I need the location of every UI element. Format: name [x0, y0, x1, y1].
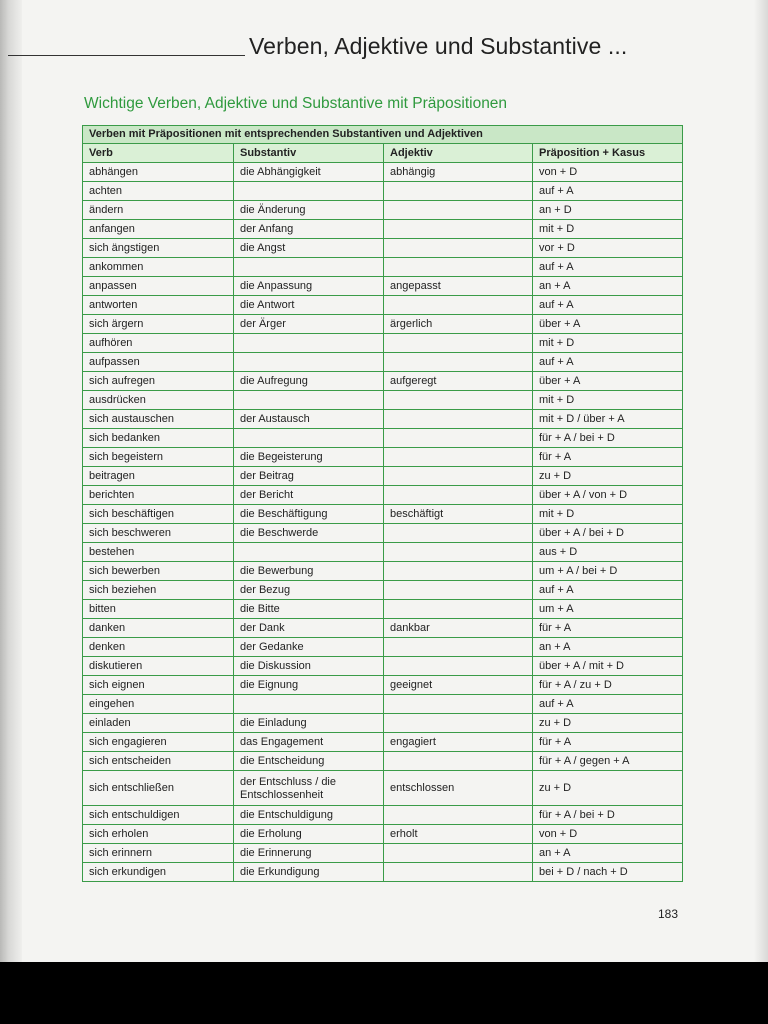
- praeposition-cell: um + A / bei + D: [533, 562, 683, 581]
- verb-cell: beitragen: [83, 467, 234, 486]
- adjektiv-cell: [384, 524, 533, 543]
- substantiv-cell: die Begeisterung: [234, 448, 384, 467]
- praeposition-cell: zu + D: [533, 714, 683, 733]
- table-row: [83, 391, 683, 410]
- verb-cell: ankommen: [83, 258, 234, 277]
- substantiv-cell: [234, 353, 384, 372]
- substantiv-cell: die Anpassung: [234, 277, 384, 296]
- praeposition-cell: auf + A: [533, 695, 683, 714]
- adjektiv-cell: [384, 334, 533, 353]
- verb-cell: berichten: [83, 486, 234, 505]
- adjektiv-cell: [384, 467, 533, 486]
- substantiv-cell: der Entschluss / die Entschlossenheit: [234, 771, 384, 806]
- praeposition-cell: an + A: [533, 638, 683, 657]
- verb-cell: sich bedanken: [83, 429, 234, 448]
- verb-cell: bestehen: [83, 543, 234, 562]
- adjektiv-cell: entschlossen: [384, 771, 533, 806]
- table-row: [83, 844, 683, 863]
- substantiv-cell: [234, 258, 384, 277]
- table-row: [83, 410, 683, 429]
- adjektiv-cell: [384, 201, 533, 220]
- adjektiv-cell: [384, 581, 533, 600]
- verb-cell: aufpassen: [83, 353, 234, 372]
- table-caption-row: [83, 126, 683, 144]
- table-row: [83, 258, 683, 277]
- praeposition-cell: von + D: [533, 163, 683, 182]
- table-row: [83, 315, 683, 334]
- verb-cell: denken: [83, 638, 234, 657]
- table-row: [83, 163, 683, 182]
- praeposition-cell: über + A / mit + D: [533, 657, 683, 676]
- praeposition-cell: mit + D: [533, 334, 683, 353]
- praeposition-cell: über + A / von + D: [533, 486, 683, 505]
- header-rule: [8, 55, 245, 56]
- adjektiv-cell: erholt: [384, 825, 533, 844]
- verb-cell: bitten: [83, 600, 234, 619]
- praeposition-cell: über + A: [533, 315, 683, 334]
- adjektiv-cell: [384, 258, 533, 277]
- adjektiv-cell: dankbar: [384, 619, 533, 638]
- table-caption: Verben mit Präpositionen mit entsprechenden Substantiven und Adjektiven: [83, 126, 683, 144]
- adjektiv-cell: [384, 486, 533, 505]
- verb-cell: diskutieren: [83, 657, 234, 676]
- adjektiv-cell: beschäftigt: [384, 505, 533, 524]
- table-row: [83, 239, 683, 258]
- praeposition-cell: auf + A: [533, 353, 683, 372]
- praeposition-cell: für + A: [533, 619, 683, 638]
- verb-cell: sich bewerben: [83, 562, 234, 581]
- adjektiv-cell: [384, 863, 533, 882]
- substantiv-cell: die Erholung: [234, 825, 384, 844]
- adjektiv-cell: [384, 391, 533, 410]
- praeposition-cell: für + A / zu + D: [533, 676, 683, 695]
- table-row: [83, 657, 683, 676]
- page-number: 183: [658, 907, 679, 921]
- table-row: [83, 600, 683, 619]
- table-row: [83, 448, 683, 467]
- adjektiv-cell: [384, 353, 533, 372]
- table-row: [83, 733, 683, 752]
- adjektiv-cell: [384, 844, 533, 863]
- table-row: [83, 695, 683, 714]
- table-row: [83, 524, 683, 543]
- adjektiv-cell: [384, 695, 533, 714]
- adjektiv-cell: ärgerlich: [384, 315, 533, 334]
- table-row: [83, 638, 683, 657]
- praeposition-cell: auf + A: [533, 581, 683, 600]
- column-header-substantiv: Substantiv: [234, 144, 384, 163]
- praeposition-cell: für + A: [533, 448, 683, 467]
- table-row: [83, 429, 683, 448]
- table-row: [83, 353, 683, 372]
- table-row: [83, 676, 683, 695]
- adjektiv-cell: engagiert: [384, 733, 533, 752]
- substantiv-cell: die Bitte: [234, 600, 384, 619]
- table-header-row: [83, 144, 683, 163]
- praeposition-cell: auf + A: [533, 258, 683, 277]
- table-row: [83, 714, 683, 733]
- verb-cell: sich austauschen: [83, 410, 234, 429]
- praeposition-cell: für + A: [533, 733, 683, 752]
- table-row: [83, 220, 683, 239]
- substantiv-cell: die Diskussion: [234, 657, 384, 676]
- table-row: [83, 201, 683, 220]
- adjektiv-cell: [384, 714, 533, 733]
- substantiv-cell: das Engagement: [234, 733, 384, 752]
- adjektiv-cell: [384, 410, 533, 429]
- substantiv-cell: der Bericht: [234, 486, 384, 505]
- adjektiv-cell: abhängig: [384, 163, 533, 182]
- adjektiv-cell: [384, 638, 533, 657]
- praeposition-cell: vor + D: [533, 239, 683, 258]
- adjektiv-cell: [384, 448, 533, 467]
- page-spine-shadow: [0, 0, 22, 962]
- substantiv-cell: die Abhängigkeit: [234, 163, 384, 182]
- verb-cell: sich beschäftigen: [83, 505, 234, 524]
- vocabulary-table: [82, 125, 683, 882]
- verb-cell: anpassen: [83, 277, 234, 296]
- column-header-adjektiv: Adjektiv: [384, 144, 533, 163]
- praeposition-cell: um + A: [533, 600, 683, 619]
- adjektiv-cell: [384, 657, 533, 676]
- table-row: [83, 806, 683, 825]
- substantiv-cell: die Entschuldigung: [234, 806, 384, 825]
- substantiv-cell: die Änderung: [234, 201, 384, 220]
- adjektiv-cell: [384, 220, 533, 239]
- substantiv-cell: die Angst: [234, 239, 384, 258]
- adjektiv-cell: [384, 239, 533, 258]
- praeposition-cell: mit + D: [533, 391, 683, 410]
- verb-cell: antworten: [83, 296, 234, 315]
- verb-cell: sich begeistern: [83, 448, 234, 467]
- substantiv-cell: die Beschwerde: [234, 524, 384, 543]
- table-row: [83, 752, 683, 771]
- table-body: [83, 163, 683, 882]
- table-row: [83, 562, 683, 581]
- praeposition-cell: bei + D / nach + D: [533, 863, 683, 882]
- section-title: Wichtige Verben, Adjektive und Substantive mit Präpositionen: [84, 95, 508, 112]
- substantiv-cell: der Bezug: [234, 581, 384, 600]
- table-row: [83, 619, 683, 638]
- substantiv-cell: die Entscheidung: [234, 752, 384, 771]
- substantiv-cell: [234, 182, 384, 201]
- adjektiv-cell: [384, 429, 533, 448]
- substantiv-cell: die Beschäftigung: [234, 505, 384, 524]
- substantiv-cell: die Aufregung: [234, 372, 384, 391]
- page-edge-shadow: [754, 0, 768, 962]
- praeposition-cell: über + A / bei + D: [533, 524, 683, 543]
- praeposition-cell: für + A / gegen + A: [533, 752, 683, 771]
- table-row: [83, 334, 683, 353]
- praeposition-cell: an + D: [533, 201, 683, 220]
- praeposition-cell: über + A: [533, 372, 683, 391]
- substantiv-cell: der Beitrag: [234, 467, 384, 486]
- substantiv-cell: der Gedanke: [234, 638, 384, 657]
- praeposition-cell: von + D: [533, 825, 683, 844]
- substantiv-cell: der Ärger: [234, 315, 384, 334]
- substantiv-cell: [234, 543, 384, 562]
- column-header-praeposition: Präposition + Kasus: [533, 144, 683, 163]
- substantiv-cell: die Bewerbung: [234, 562, 384, 581]
- verb-cell: sich erinnern: [83, 844, 234, 863]
- verb-cell: sich entschließen: [83, 771, 234, 806]
- adjektiv-cell: [384, 806, 533, 825]
- verb-cell: sich beziehen: [83, 581, 234, 600]
- verb-cell: eingehen: [83, 695, 234, 714]
- table-row: [83, 581, 683, 600]
- substantiv-cell: der Anfang: [234, 220, 384, 239]
- table-row: [83, 372, 683, 391]
- substantiv-cell: der Dank: [234, 619, 384, 638]
- table-row: [83, 277, 683, 296]
- verb-cell: sich ärgern: [83, 315, 234, 334]
- table-row: [83, 825, 683, 844]
- table-row: [83, 543, 683, 562]
- table-row: [83, 505, 683, 524]
- verb-cell: abhängen: [83, 163, 234, 182]
- adjektiv-cell: aufgeregt: [384, 372, 533, 391]
- adjektiv-cell: angepasst: [384, 277, 533, 296]
- adjektiv-cell: geeignet: [384, 676, 533, 695]
- praeposition-cell: an + A: [533, 277, 683, 296]
- verb-cell: sich entscheiden: [83, 752, 234, 771]
- chapter-title: Verben, Adjektive und Substantive ...: [249, 33, 628, 59]
- praeposition-cell: zu + D: [533, 771, 683, 806]
- adjektiv-cell: [384, 600, 533, 619]
- praeposition-cell: auf + A: [533, 296, 683, 315]
- column-header-verb: Verb: [83, 144, 234, 163]
- praeposition-cell: für + A / bei + D: [533, 806, 683, 825]
- adjektiv-cell: [384, 562, 533, 581]
- verb-cell: sich engagieren: [83, 733, 234, 752]
- verb-cell: einladen: [83, 714, 234, 733]
- praeposition-cell: mit + D / über + A: [533, 410, 683, 429]
- praeposition-cell: für + A / bei + D: [533, 429, 683, 448]
- substantiv-cell: die Einladung: [234, 714, 384, 733]
- table-row: [83, 182, 683, 201]
- praeposition-cell: mit + D: [533, 505, 683, 524]
- substantiv-cell: die Antwort: [234, 296, 384, 315]
- verb-cell: sich erholen: [83, 825, 234, 844]
- table-row: [83, 863, 683, 882]
- verb-cell: sich beschweren: [83, 524, 234, 543]
- verb-cell: ändern: [83, 201, 234, 220]
- verb-cell: ausdrücken: [83, 391, 234, 410]
- substantiv-cell: [234, 429, 384, 448]
- substantiv-cell: die Erinnerung: [234, 844, 384, 863]
- substantiv-cell: der Austausch: [234, 410, 384, 429]
- adjektiv-cell: [384, 752, 533, 771]
- praeposition-cell: mit + D: [533, 220, 683, 239]
- table-row: [83, 296, 683, 315]
- adjektiv-cell: [384, 182, 533, 201]
- verb-cell: aufhören: [83, 334, 234, 353]
- praeposition-cell: auf + A: [533, 182, 683, 201]
- substantiv-cell: die Erkundigung: [234, 863, 384, 882]
- substantiv-cell: [234, 695, 384, 714]
- verb-cell: sich ängstigen: [83, 239, 234, 258]
- substantiv-cell: die Eignung: [234, 676, 384, 695]
- verb-cell: danken: [83, 619, 234, 638]
- table-row: [83, 486, 683, 505]
- adjektiv-cell: [384, 543, 533, 562]
- table-row: [83, 771, 683, 806]
- verb-cell: sich aufregen: [83, 372, 234, 391]
- praeposition-cell: aus + D: [533, 543, 683, 562]
- adjektiv-cell: [384, 296, 533, 315]
- verb-cell: sich entschuldigen: [83, 806, 234, 825]
- substantiv-cell: [234, 391, 384, 410]
- verb-cell: sich eignen: [83, 676, 234, 695]
- substantiv-cell: [234, 334, 384, 353]
- table-row: [83, 467, 683, 486]
- verb-cell: achten: [83, 182, 234, 201]
- verb-cell: anfangen: [83, 220, 234, 239]
- praeposition-cell: zu + D: [533, 467, 683, 486]
- praeposition-cell: an + A: [533, 844, 683, 863]
- verb-cell: sich erkundigen: [83, 863, 234, 882]
